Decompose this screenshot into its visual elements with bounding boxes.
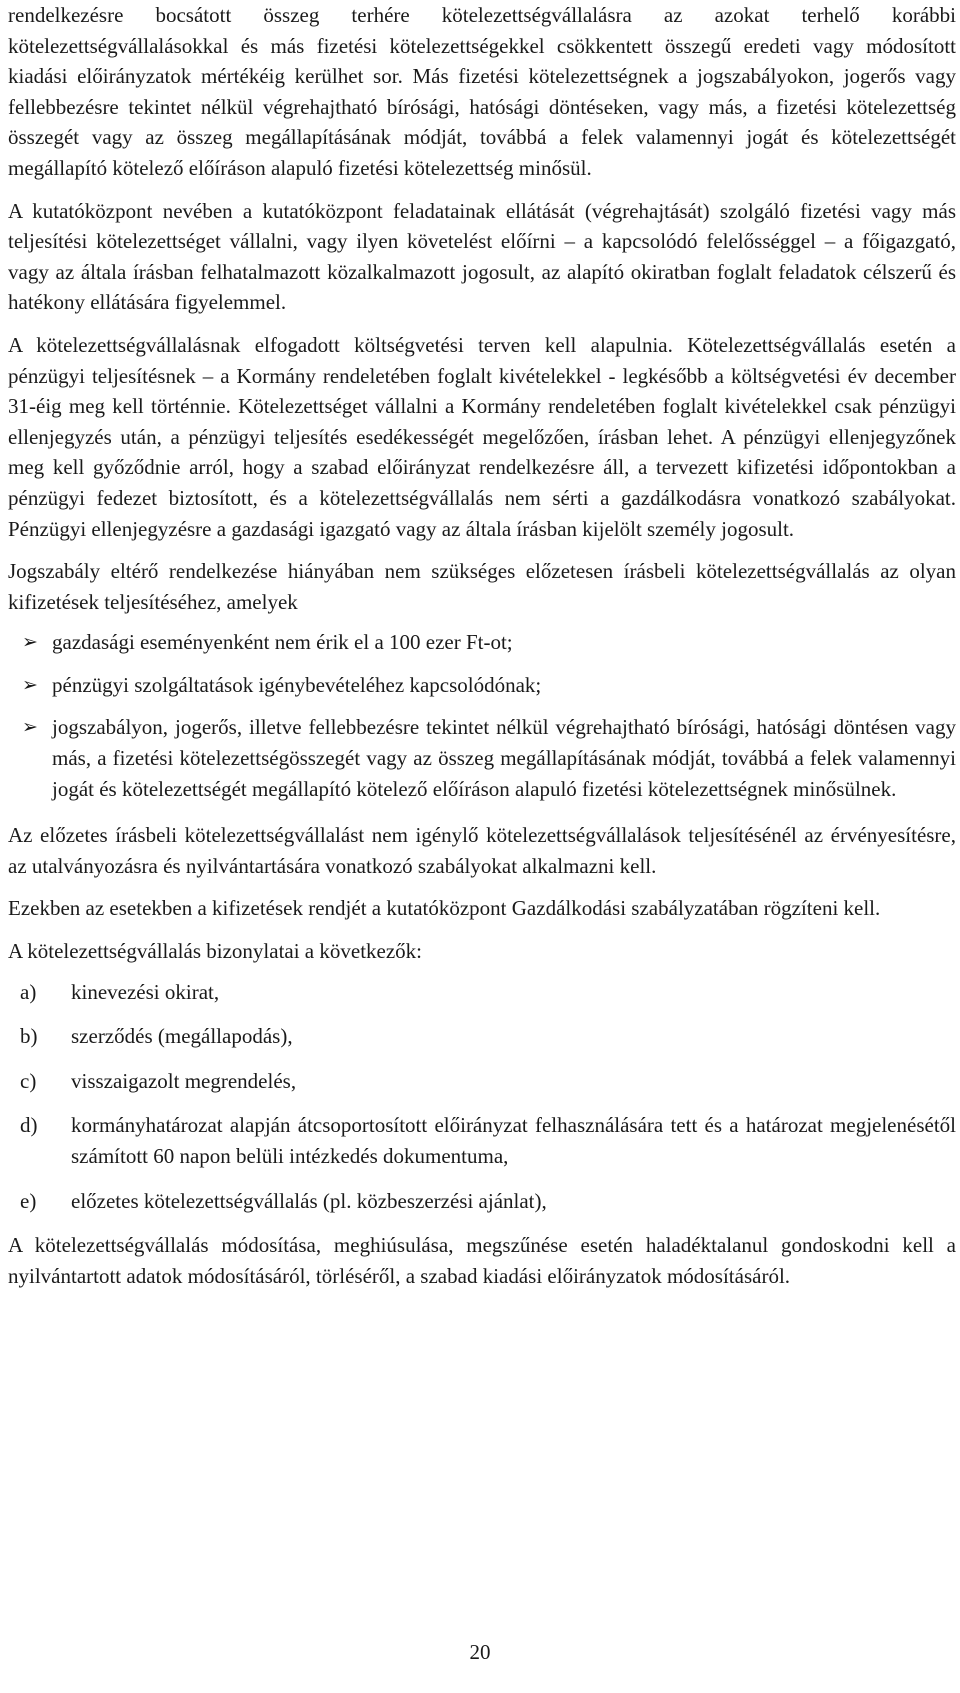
paragraph-budget-basis: A kötelezettségvállalásnak elfogadott költségvetési terven kell alapulnia. Kötelezettségvállalás esetén a pénzügyi teljesítésnek – a Kormány rendeletében foglalt kivételekkel - legkésőbb a költségvetési év december 31-éig meg kell történnie. Kötelezettséget vállalni a Kormány rendeletében foglalt kivételekkel csak pénzügyi ellenjegyzés után, a pénzügyi teljesítés esedékességét megelőzően, írásban lehet. A pénzügyi ellenjegyzőnek meg kell győződnie arról, hogy a szabad előirányzat rendelkezésre áll, a tervezett kifizetési időpontokban a pénzügyi fedezet biztosított, és a kötelezettségvállalás nem sérti a gazdálkodásra vonatkozó szabályokat. Pénzügyi ellenjegyzésre a gazdasági igazgató vagy az általa írásban kijelölt személy jogosult. (8, 332, 956, 541)
list-letter: a) (20, 979, 37, 1004)
documents-lettered-list (8, 977, 956, 1217)
lettered-item-text: visszaigazolt megrendelés, (71, 1068, 297, 1093)
paragraph-authorized-signatory: A kutatóközpont nevében a kutatóközpont feladatainak ellátását (végrehajtását) szolgáló fizetési vagy más teljesítési kötelezettséget vállalni, vagy ilyen követelést előírni – a kapcsolódó felelősséggel – a főigazgató, vagy az általa írásban felhatalmazott közalkalmazott jogosult, az alapító okiratban foglalt feladatok célszerű és hatékony ellátására figyelemmel. (8, 198, 956, 315)
list-letter: b) (20, 1024, 38, 1049)
list-letter: d) (20, 1113, 38, 1138)
bullet-item (8, 712, 956, 804)
lettered-item-text: szerződés (megállapodás), (71, 1024, 293, 1049)
list-letter: c) (20, 1068, 37, 1093)
arrow-bullet-icon: ➢ (22, 631, 38, 654)
lettered-item-text: kinevezési okirat, (71, 979, 220, 1004)
bullet-item (8, 670, 956, 701)
bullet-item-text: gazdasági eseményenként nem érik el a 100 ezer Ft-ot; (52, 630, 513, 655)
bullet-item (8, 627, 956, 658)
paragraph-modification: A kötelezettségvállalás módosítása, meghiúsulása, megszűnése esetén haladéktalanul gondoskodni kell a nyilvántartott adatok módosításáról, törléséről, a szabad kiadási előirányzatok módosításáról. (8, 1233, 956, 1288)
page-number: 20 (469, 1640, 491, 1664)
lettered-item (8, 1021, 956, 1052)
lettered-item (8, 1066, 956, 1097)
exceptions-bullet-list (8, 627, 956, 804)
paragraph-documents-intro: A kötelezettségvállalás bizonylatai a következők: (8, 939, 423, 964)
lettered-item (8, 1110, 956, 1171)
bullet-item-text: jogszabályon, jogerős, illetve fellebbezésre tekintet nélkül végrehajtható bírósági, hatósági döntésen vagy más, a fizetési kötelezettségösszegét vagy az összeg megállapításának módját, továbbá a felek valamennyi jogát és kötelezettségét megállapító kötelező előíráson alapuló fizetési kötelezettségnek minősülnek. (52, 715, 956, 801)
lettered-item (8, 977, 956, 1008)
paragraph-commitment-limits: rendelkezésre bocsátott összeg terhére kötelezettségvállalásra az azokat terhelő korábbi kötelezettségvállalásokkal és más fizetési kötelezettségekkel csökkentett összegű eredeti vagy módosított kiadási előirányzatok mértékéig kerülhet sor. Más fizetési kötelezettségnek a jogszabályokon, jogerős vagy fellebbezésre tekintet nélkül végrehajtható bírósági, hatósági döntéseken, vagy más, a fizetési kötelezettség összegét vagy az összeg megállapításának módját, továbbá a felek valamennyi jogát és kötelezettségét megállapító kötelező előíráson alapuló fizetési kötelezettség minősül. (8, 3, 956, 180)
paragraph-exception-rules: Az előzetes írásbeli kötelezettségvállalást nem igénylő kötelezettségvállalások teljesítésénél az érvényesítésre, az utalványozásra és nyilvántartására vonatkozó szabályokat alkalmazni kell. (8, 823, 956, 878)
lettered-item-text: előzetes kötelezettségvállalás (pl. közbeszerzési ajánlat), (71, 1188, 547, 1213)
arrow-bullet-icon: ➢ (22, 716, 38, 739)
list-letter: e) (20, 1188, 37, 1213)
document-page (8, 0, 956, 1303)
paragraph-exceptions-intro: Jogszabály eltérő rendelkezése hiányában nem szükséges előzetesen írásbeli kötelezettségvállalás az olyan kifizetések teljesítéséhez, amelyek (8, 559, 956, 614)
bullet-item-text: pénzügyi szolgáltatások igénybevételéhez kapcsolódónak; (52, 672, 542, 697)
lettered-item (8, 1186, 956, 1217)
paragraph-payment-order: Ezekben az esetekben a kifizetések rendjét a kutatóközpont Gazdálkodási szabályzatában rögzíteni kell. (8, 896, 881, 921)
lettered-item-text: kormányhatározat alapján átcsoportosított előirányzat felhasználására tett és a határozat megjelenésétől számított 60 napon belüli intézkedés dokumentuma, (71, 1113, 956, 1168)
arrow-bullet-icon: ➢ (22, 673, 38, 696)
